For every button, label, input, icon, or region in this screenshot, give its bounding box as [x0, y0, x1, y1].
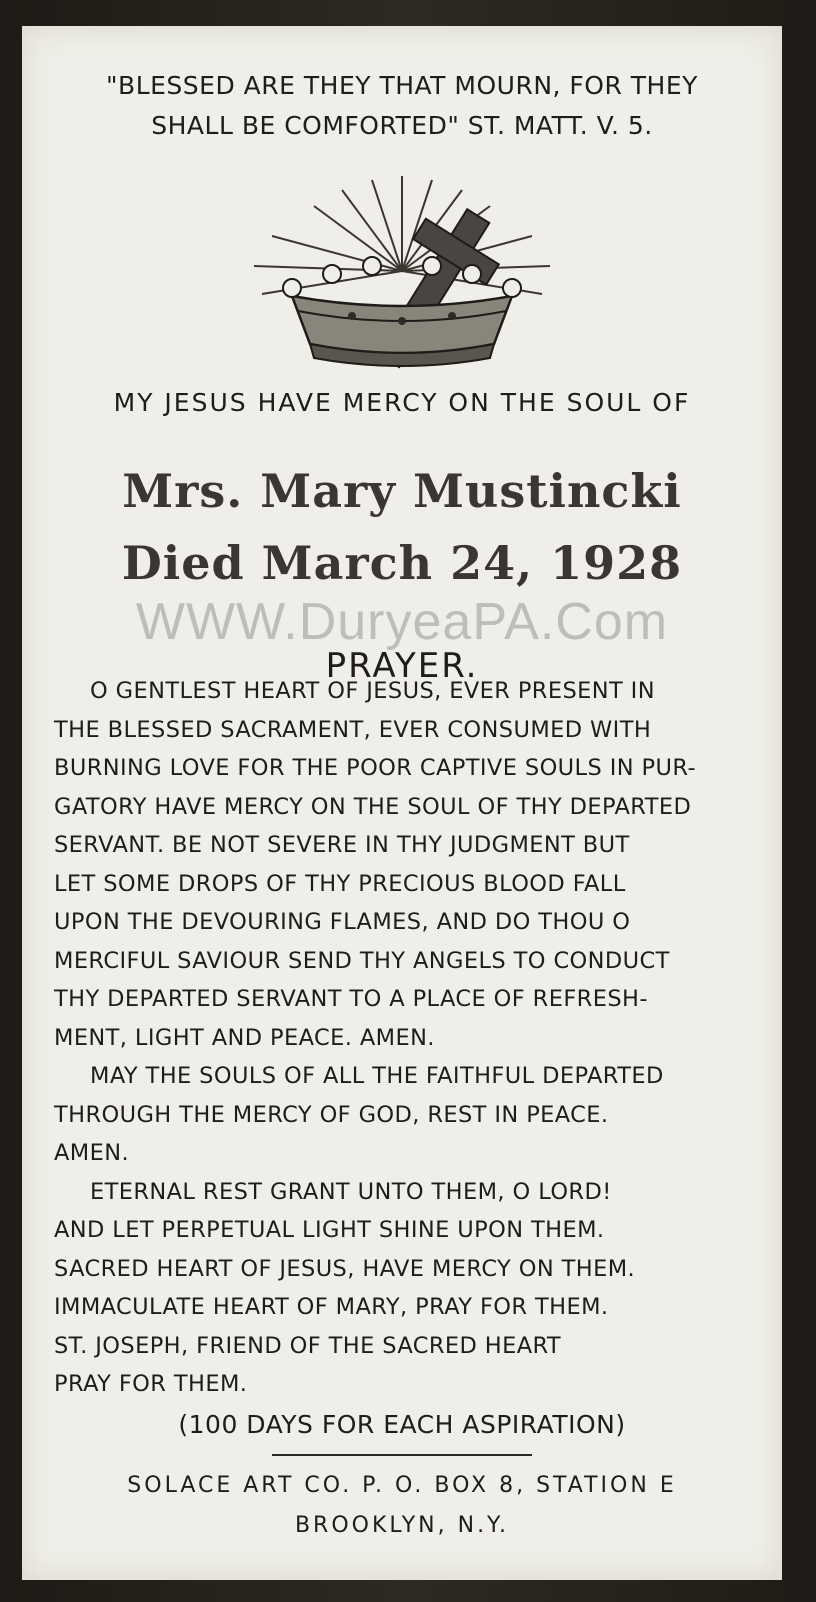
- prayer-line: SACRED HEART OF JESUS, HAVE MERCY ON THEM.: [54, 1255, 636, 1282]
- publisher-imprint: [42, 1466, 762, 1546]
- prayer-heading: PRAYER.: [325, 646, 479, 686]
- verse-line-2: SHALL BE COMFORTED" ST. MATT. V. 5.: [151, 111, 653, 140]
- prayer-line: MERCIFUL SAVIOUR SEND THY ANGELS TO CONDUCT: [54, 947, 670, 974]
- publisher-line-2: BROOKLYN, N.Y.: [294, 1513, 510, 1538]
- prayer-line: SERVANT. BE NOT SEVERE IN THY JUDGMENT BUT: [54, 832, 630, 858]
- verse-line-1: "BLESSED ARE THEY THAT MOURN, FOR THEY: [106, 71, 698, 100]
- deceased-name: Mrs. Mary Mustincki: [122, 464, 682, 518]
- date-of-death: Died March 24, 1928: [121, 536, 683, 590]
- prayer-line: AMEN.: [54, 1140, 130, 1166]
- prayer-line: MAY THE SOULS OF ALL THE FAITHFUL DEPARTED: [90, 1063, 664, 1089]
- crown-with-cross-icon: [232, 166, 572, 386]
- prayer-line: IMMACULATE HEART OF MARY, PRAY FOR THEM.: [54, 1294, 609, 1320]
- prayer-line: THROUGH THE MERCY OF GOD, REST IN PEACE.: [54, 1101, 609, 1128]
- prayer-text: [54, 672, 754, 1404]
- prayer-line: ST. JOSEPH, FRIEND OF THE SACRED HEART: [54, 1332, 562, 1359]
- prayer-line: AND LET PERPETUAL LIGHT SHINE UPON THEM.: [54, 1217, 605, 1243]
- mercy-invocation: MY JESUS HAVE MERCY ON THE SOUL OF: [113, 388, 691, 417]
- prayer-line: THY DEPARTED SERVANT TO A PLACE OF REFRESH-: [54, 986, 648, 1012]
- indulgence-note: (100 DAYS FOR EACH ASPIRATION): [178, 1410, 626, 1439]
- prayer-line: ETERNAL REST GRANT UNTO THEM, O LORD!: [90, 1178, 612, 1205]
- prayer-line: PRAY FOR THEM.: [54, 1371, 248, 1397]
- memorial-prayer-card: [22, 26, 782, 1580]
- prayer-line: MENT, LIGHT AND PEACE. AMEN.: [54, 1024, 435, 1051]
- divider-rule: [272, 1454, 532, 1456]
- prayer-line: LET SOME DROPS OF THY PRECIOUS BLOOD FALL: [54, 870, 626, 897]
- publisher-line-1: SOLACE ART CO. P. O. BOX 8, STATION E: [127, 1473, 677, 1498]
- prayer-line: O GENTLEST HEART OF JESUS, EVER PRESENT IN: [90, 678, 655, 704]
- scripture-verse: [62, 66, 742, 146]
- prayer-line: UPON THE DEVOURING FLAMES, AND DO THOU O: [54, 909, 631, 935]
- prayer-line: GATORY HAVE MERCY ON THE SOUL OF THY DEPARTED: [54, 793, 692, 820]
- prayer-line: THE BLESSED SACRAMENT, EVER CONSUMED WITH: [54, 716, 652, 743]
- prayer-line: BURNING LOVE FOR THE POOR CAPTIVE SOULS IN PUR-: [54, 755, 697, 781]
- website-watermark: WWW.DuryeaPA.Com: [135, 593, 669, 651]
